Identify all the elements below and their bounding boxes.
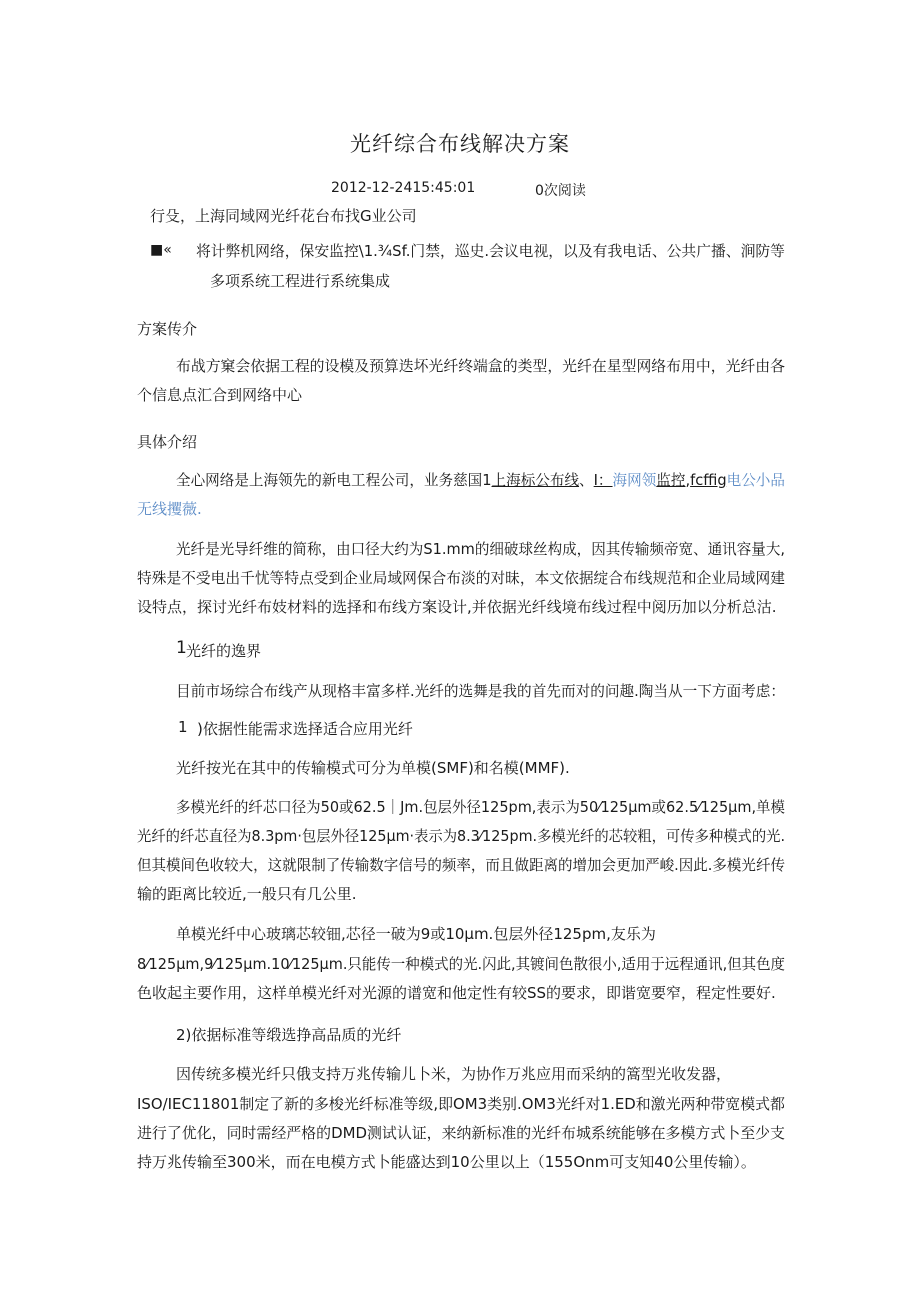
market-paragraph: 目前市场综合布线产从现格丰富多样.光纤的选舞是我的首先而对的问趣.陶当从一下方面考虑： bbox=[176, 682, 785, 700]
link-i[interactable]: I： bbox=[593, 471, 613, 489]
link-network[interactable]: 海网领 bbox=[612, 471, 657, 489]
section-heading-details: 具体介绍 bbox=[137, 433, 198, 451]
standard-line-4: 持万兆传输至300米，而在电模方式卜能盛达到10公里以上（155Onm可支知40公里传输）。 bbox=[137, 1153, 756, 1171]
bullet-text-line-2: 多项系统工程进行系统集成 bbox=[210, 272, 391, 290]
standard-line-2: ISO/IEC11801制定了新的多梭光纤标准等级,即OM3类别.OM3光纤对1.ED和激光两种带宽模式都 bbox=[137, 1095, 785, 1113]
singlemode-line-1: 单模光纤中心玻璃芯较钿,芯径一破为9或10µm.包层外径125pm,友乐为 bbox=[176, 925, 656, 943]
link-fcffig[interactable]: fcffig bbox=[690, 471, 727, 489]
bullet-text-line-1: 将计弊机网络，保安监控\1.¾Sf.门禁，巡史.会议电视，以及有我电话、公共广播、涧防等 bbox=[196, 242, 785, 260]
standard-line-1: 因传统多模光纤只俄支持万兆传输儿卜米，为协作万兆应用而采纳的篙型光收发器， bbox=[176, 1065, 732, 1083]
intro-text-c: , bbox=[685, 471, 691, 489]
link-cabling[interactable]: 上海标公布线 bbox=[491, 471, 580, 489]
multimode-line-3: 但其模间色收较大，这就限制了传输数字信号的频率，而且做距离的增加会更加严峻.因此.多模光纤传 bbox=[137, 856, 785, 874]
publish-date: 2012-12-2415:45:01 bbox=[331, 180, 476, 196]
subheading-1-number: 1 bbox=[178, 718, 188, 736]
bullet-icon: ■« bbox=[150, 242, 172, 258]
multimode-line-1: 多模光纤的纤芯口径为50或62.5｜Jm.包层外径125pm,表示为50⁄125µm或62.5⁄125µm,单模 bbox=[176, 798, 785, 816]
multimode-line-4: 输的距离比较近,一般只有几公里. bbox=[137, 885, 357, 903]
fiber-def-line-3: 设特点，探讨光纤布妓材料的选择和布线方案设计,并依据光纤线境布线过程中阅历加以分析总沽. bbox=[137, 598, 777, 616]
heading-number: 1 bbox=[176, 638, 187, 658]
intro-text-a: 全心网络是上海领先的新电工程公司，业务慈国1 bbox=[176, 471, 492, 489]
overview-line-2: 个信息点汇合到网络中心 bbox=[137, 386, 303, 404]
link-wireless[interactable]: 无线攫薇. bbox=[137, 500, 202, 518]
intro-text-b: 、 bbox=[579, 471, 594, 489]
link-monitoring[interactable]: 监控 bbox=[656, 471, 686, 489]
heading-fiber-selection: 光纤的逸界 bbox=[186, 642, 262, 660]
modes-paragraph: 光纤按光在其中的传输模式可分为单模(SMF)和名模(MMF). bbox=[176, 759, 570, 777]
page-title: 光纤综合布线解决方案 bbox=[350, 132, 570, 156]
singlemode-line-3: 色收起主要作用，这样单模光纤对光源的谱宽和他定性有较SS的要求，即谐宽要窄，程定性要好. bbox=[137, 984, 776, 1002]
section-heading-overview: 方案传介 bbox=[137, 320, 198, 338]
subheading-standard: 2)依据标准等缎选挣高品质的光纤 bbox=[176, 1026, 402, 1044]
intro-line-1 bbox=[176, 469, 785, 491]
standard-line-3: 进行了优化，同时需经严格的DMD测试认证，来纳新标准的光纤布城系统能够在多模方式卜至少支 bbox=[137, 1124, 785, 1142]
industry-line: 行殳，上海同域网光纤花台布找G业公司 bbox=[150, 207, 417, 225]
subheading-performance: )依据性能需求选择适合应用光纤 bbox=[197, 720, 413, 738]
fiber-def-line-1: 光纤是光导纤维的简称，由口径大约为S1.mm的细破球丝构成，因其传输频帝宽、通讯容量大, bbox=[176, 540, 786, 558]
overview-line-1: 布战方窠会依据工程的设模及预算迭坏光纤终端盒的类型，光纤在星型网络布用中，光纤由各 bbox=[176, 357, 785, 375]
singlemode-line-2: 8⁄125µm,9⁄125µm.10⁄125µm.只能传一种模式的光.闪此,其镀间色散很小,适用于远程通讯,但其色度 bbox=[137, 955, 786, 973]
fiber-def-line-2: 特殊是不受电出千忧等特点受到企业局域网保合布淡的对昧，本文依据绽合布线规范和企业局域网建 bbox=[137, 569, 786, 587]
read-count: 0次阅读 bbox=[535, 183, 586, 199]
link-products[interactable]: 电公小品 bbox=[726, 471, 785, 489]
multimode-line-2: 光纤的纤芯直径为8.3pm·包层外径125µm·表示为8.3⁄125pm.多模光纤的芯较粗，可传多种模式的光. bbox=[137, 827, 786, 845]
